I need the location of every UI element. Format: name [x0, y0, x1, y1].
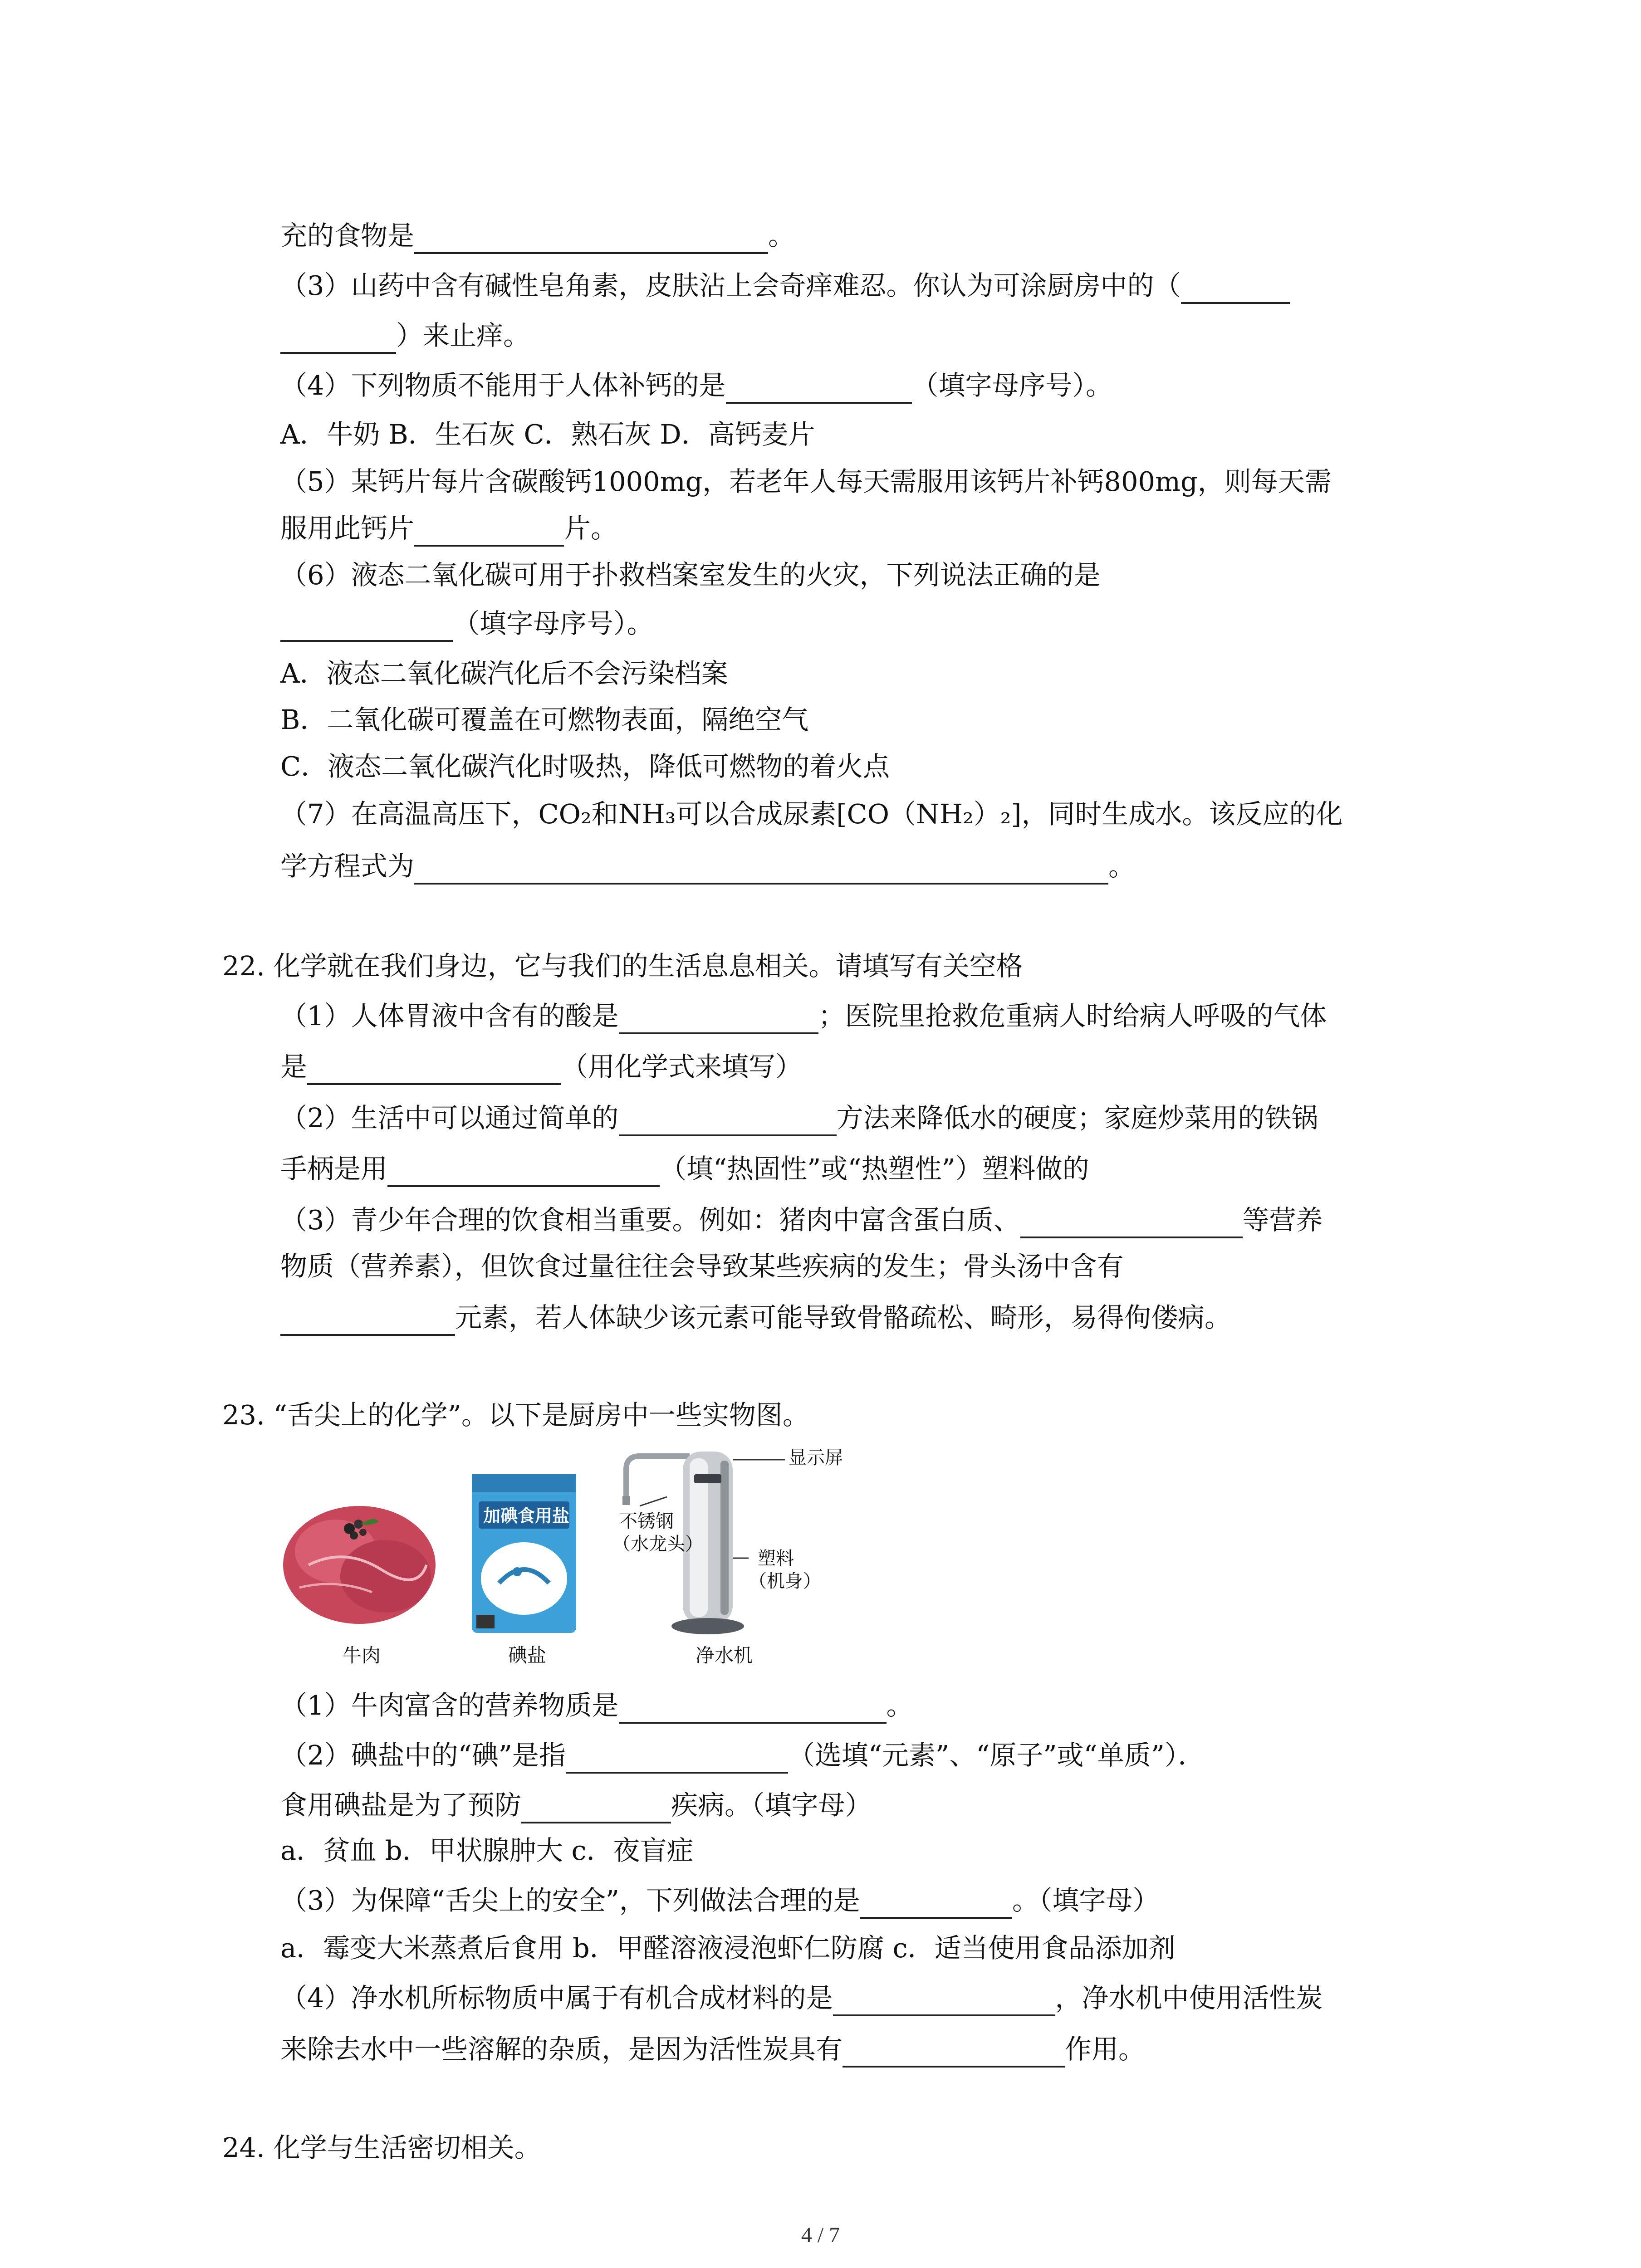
q22-line-6: 物质（营养素），但饮食过量往往会导致某些疾病的发生；骨头汤中含有	[280, 1251, 1124, 1282]
salt-package-text: 加碘食用盐	[483, 1506, 570, 1526]
answer-blank[interactable]	[387, 1158, 660, 1187]
q21-options-4: A．牛奶 B．生石灰 C．熟石灰 D．高钙麦片	[280, 419, 815, 450]
q22-line-2: 是 （用化学式来填写）	[280, 1049, 802, 1085]
purifier-caption: 净水机	[696, 1644, 753, 1667]
beef-image	[281, 1497, 438, 1628]
q21-line-5: （5）某钙片每片含碳酸钙1000mg，若老年人每天需服用该钙片补钙800mg，则每天需	[280, 466, 1332, 497]
q23-line-2: （2）碘盐中的“碘”是指 （选填“元素”、“原子”或“单质”）．	[280, 1737, 1205, 1774]
q23-line-1: （1）牛肉富含的营养物质是 。	[280, 1687, 913, 1724]
page-number: 4 / 7	[801, 2223, 840, 2247]
q22-line-4: 手柄是用 （填“热固性”或“热塑性”）塑料做的	[280, 1151, 1089, 1187]
q21-line-2: （3）山药中含有碱性皂角素，皮肤沾上会奇痒难忍。你认为可涂厨房中的（	[280, 268, 1290, 304]
q21-option-b: B．二氧化碳可覆盖在可燃物表面，隔绝空气	[280, 704, 809, 735]
label-faucet: （水龙头）	[612, 1534, 703, 1554]
answer-blank[interactable]	[833, 1987, 1055, 2016]
question-number: 23.	[222, 1399, 265, 1431]
q22-line-5: （3）青少年合理的饮食相当重要。例如：猪肉中富含蛋白质、 等营养	[280, 1202, 1323, 1238]
answer-blank[interactable]	[307, 1056, 561, 1085]
answer-blank[interactable]	[414, 855, 1108, 885]
q22-line-3: （2）生活中可以通过简单的 方法来降低水的硬度；家庭炒菜用的铁锅	[280, 1100, 1318, 1136]
q21-line-3: ）来止痒。	[280, 318, 530, 354]
question-number: 22.	[222, 950, 265, 982]
answer-blank[interactable]	[414, 225, 768, 254]
iodized-salt-image	[467, 1470, 581, 1637]
label-plastic: 塑料	[758, 1548, 794, 1569]
answer-blank[interactable]	[414, 518, 564, 547]
q21-line-4: （4）下列物质不能用于人体补钙的是 （填字母序号）。	[280, 367, 1112, 404]
q21-line-7: （6）液态二氧化碳可用于扑救档案室发生的火灾，下列说法正确的是	[280, 559, 1101, 591]
answer-blank[interactable]	[521, 1794, 671, 1823]
salt-caption: 碘盐	[508, 1644, 547, 1667]
q21-line-8: （填字母序号）。	[280, 606, 654, 642]
q23-options-2: a．贫血 b．甲状腺肿大 c．夜盲症	[280, 1835, 694, 1866]
answer-blank[interactable]	[619, 1695, 887, 1724]
question-23: 23. “舌尖上的化学”。以下是厨房中一些实物图。	[222, 1399, 809, 1431]
answer-blank[interactable]	[1020, 1209, 1243, 1238]
answer-blank[interactable]	[860, 1890, 1012, 1919]
q23-line-3: 食用碘盐是为了预防 疾病。（填字母）	[280, 1787, 872, 1823]
q23-line-6: 来除去水中一些溶解的杂质，是因为活性炭具有 作用。	[280, 2031, 1145, 2068]
answer-blank[interactable]	[619, 1005, 818, 1034]
question-number: 24.	[222, 2132, 265, 2163]
q23-line-4: （3）为保障“舌尖上的安全”，下列做法合理的是 。（填字母）	[280, 1882, 1159, 1919]
answer-blank[interactable]	[1181, 275, 1290, 304]
q22-line-7: 元素，若人体缺少该元素可能导致骨骼疏松、畸形，易得佝偻病。	[280, 1300, 1231, 1336]
answer-blank[interactable]	[726, 375, 912, 404]
answer-blank[interactable]	[280, 1307, 455, 1336]
label-body: （机身）	[749, 1571, 821, 1592]
answer-blank[interactable]	[280, 325, 396, 354]
label-display: 显示屏	[789, 1447, 843, 1468]
q22-line-1: （1）人体胃液中含有的酸是 ；医院里抢救危重病人时给病人呼吸的气体	[280, 998, 1327, 1034]
question-22: 22. 化学就在我们身边，它与我们的生活息息相关。请填写有关空格	[222, 950, 1023, 982]
answer-blank[interactable]	[843, 2038, 1065, 2068]
question-24: 24. 化学与生活密切相关。	[222, 2132, 541, 2163]
q21-option-c: C．液态二氧化碳汽化时吸热，降低可燃物的着火点	[280, 751, 890, 782]
answer-blank[interactable]	[566, 1745, 788, 1774]
q23-options-3: a．霉变大米蒸煮后食用 b．甲醛溶液浸泡虾仁防腐 c．适当使用食品添加剂	[280, 1932, 1176, 1964]
q21-line-9: （7）在高温高压下，CO₂和NH₃可以合成尿素[CO（NH₂）₂]，同时生成水。该反应的化	[280, 798, 1343, 830]
answer-blank[interactable]	[619, 1107, 837, 1136]
q21-option-a: A．液态二氧化碳汽化后不会污染档案	[280, 658, 728, 689]
kitchen-items-figure	[281, 1442, 907, 1696]
q23-line-5: （4）净水机所标物质中属于有机合成材料的是 ，净水机中使用活性炭	[280, 1980, 1323, 2016]
q21-line-6: 服用此钙片 片。	[280, 510, 617, 547]
beef-caption: 牛肉	[343, 1644, 381, 1667]
q21-line-1: 充的食物是 。	[280, 218, 795, 254]
label-stainless-steel: 不锈钢	[619, 1511, 674, 1532]
q21-line-10: 学方程式为 。	[280, 848, 1135, 885]
answer-blank[interactable]	[280, 613, 453, 642]
